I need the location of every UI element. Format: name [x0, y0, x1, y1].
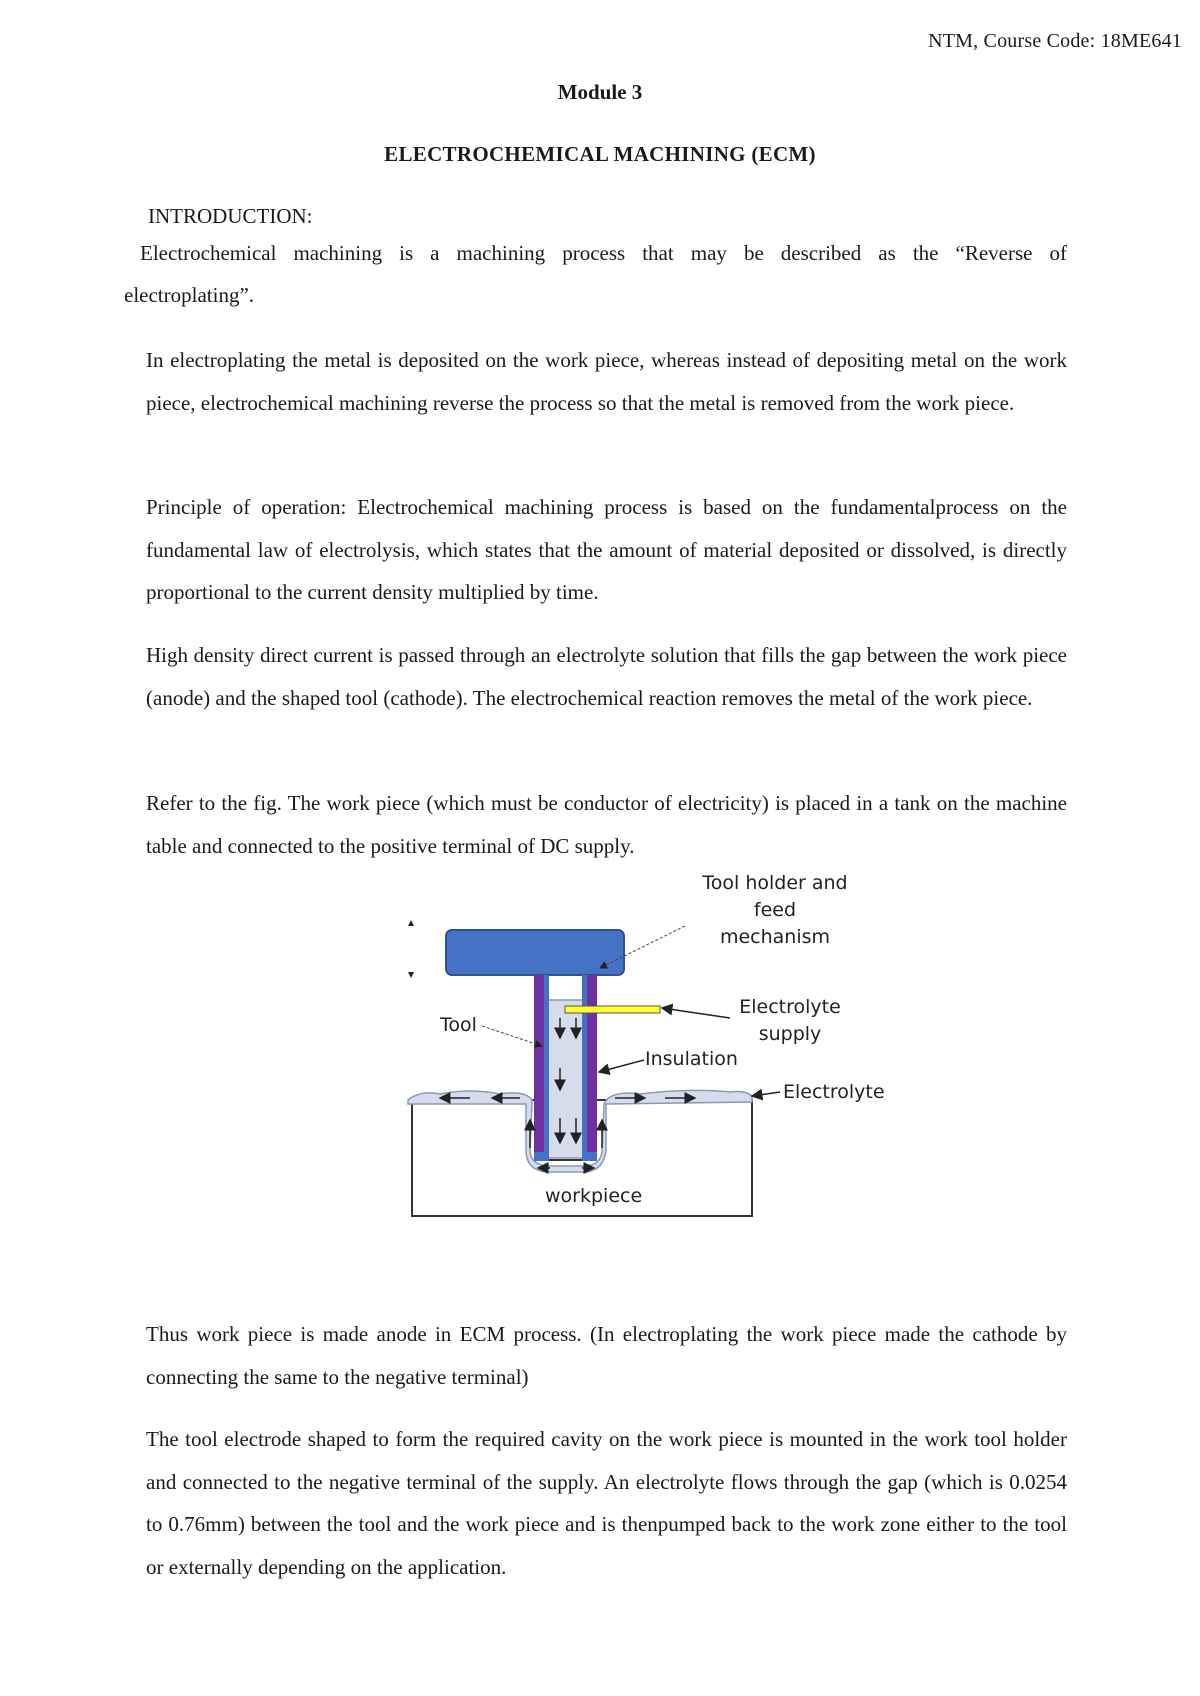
module-title: Module 3 [557, 80, 643, 104]
tool-tip-left [534, 1152, 549, 1161]
course-code-header: NTM, Course Code: 18ME641 [928, 30, 1182, 52]
label-tool-holder: Tool holder and feed mechanism [702, 872, 848, 948]
leader-electrolyte [752, 1092, 780, 1096]
label-electrolyte: Electrolyte [783, 1081, 885, 1103]
paragraph-electroplating: In electroplating the metal is deposited on the work piece, whereas instead of depositing metal on the work piece, electrochemical machining reverse the process so that the metal is removed from the work piece. [146, 348, 1067, 415]
paragraph-anode: Thus work piece is made anode in ECM process. (In electroplating the work piece made the cathode by connecting the same to the negative terminal) [146, 1322, 1067, 1389]
insulation-right [587, 975, 597, 1161]
paragraph-tool-electrode: The tool electrode shaped to form the required cavity on the work piece is mounted in the work tool holder and connected to the negative terminal of the supply. An electrolyte flows through the gap (which is 0.0254 to 0.76mm) between the tool and the work piece and is thenpumped back to the work zone either to the tool or externally depending on the application. [146, 1427, 1067, 1579]
insulation-left [534, 975, 544, 1161]
feed-up-arrow [408, 920, 414, 926]
label-electrolyte-supply: Electrolyte supply [739, 996, 841, 1045]
paragraph-figure-reference: Refer to the fig. The work piece (which must be conductor of electricity) is placed in a tank on the machine table and connected to the positive terminal of DC supply. [146, 791, 1067, 858]
label-insulation: Insulation [645, 1048, 738, 1070]
tool-wall-left [544, 975, 549, 1161]
leader-tool [482, 1026, 542, 1046]
chapter-title: ELECTROCHEMICAL MACHINING (ECM) [384, 142, 816, 166]
label-tool: Tool [440, 1014, 477, 1036]
paragraph-principle: Principle of operation: Electrochemical machining process is based on the fundamentalprocess on the fundamental law of electrolysis, which states that the amount of material deposited or dissolved, is directly proportional to the current density multiplied by time. [146, 495, 1067, 604]
tool-tip-right [582, 1152, 597, 1161]
electrolyte-supply-pipe [565, 1006, 660, 1013]
label-workpiece: workpiece [545, 1185, 643, 1207]
feed-down-arrow [408, 972, 414, 978]
leader-supply [662, 1008, 730, 1018]
tool-wall-right [582, 975, 587, 1161]
tool-holder [446, 930, 624, 975]
leader-insulation [599, 1060, 644, 1072]
introduction-text-line-2: electroplating”. [124, 283, 255, 307]
ecm-diagram [400, 868, 920, 1228]
introduction-text-line-1: Electrochemical machining is a machining process that may be described as the “Reverse of [140, 241, 1067, 265]
paragraph-current: High density direct current is passed through an electrolyte solution that fills the gap between the work piece (anode) and the shaped tool (cathode). The electrochemical reaction removes the metal of the work piece. [146, 643, 1067, 710]
introduction-heading: INTRODUCTION: [148, 204, 313, 228]
